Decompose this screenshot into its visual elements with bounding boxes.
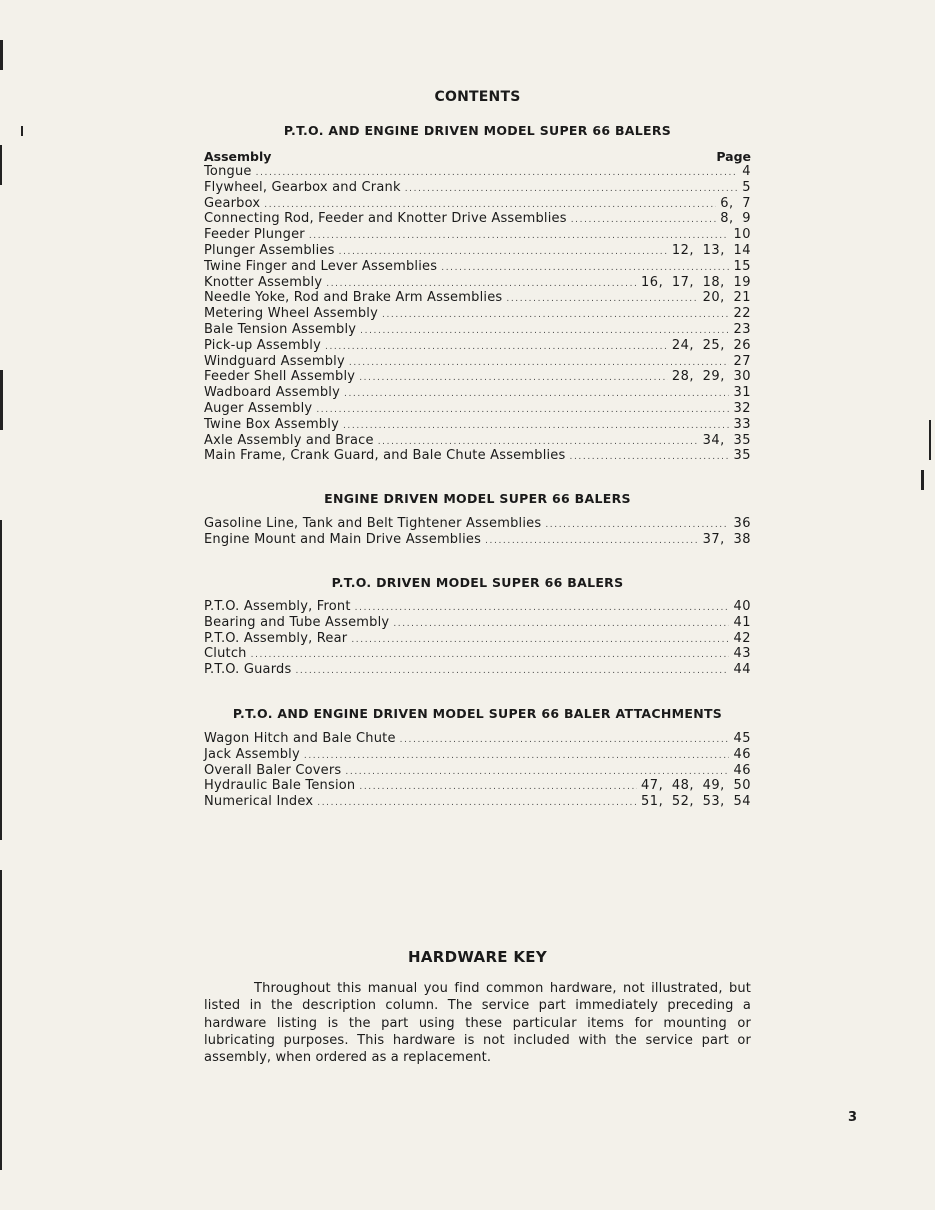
- leader-dots: [304, 747, 730, 763]
- scan-mark: [921, 470, 924, 490]
- scan-mark: [0, 40, 3, 70]
- leader-dots: [309, 227, 730, 243]
- toc-entry-pages: 43: [733, 646, 751, 662]
- toc-entry-pages: 35: [733, 448, 751, 464]
- toc-row: [204, 646, 751, 662]
- toc-entry-pages: 27: [733, 353, 751, 369]
- section-heading: P.T.O. AND ENGINE DRIVEN MODEL SUPER 66 BALER ATTACHMENTS: [232, 706, 723, 721]
- leader-dots: [382, 306, 729, 322]
- toc-row: [204, 433, 751, 449]
- toc-entry-pages: 10: [733, 227, 751, 243]
- leader-dots: [405, 180, 739, 196]
- toc-row: [204, 417, 751, 433]
- toc-entry-label: Bale Tension Assembly: [204, 321, 357, 337]
- toc-entry-label: Wagon Hitch and Bale Chute: [204, 731, 396, 746]
- toc-entry-label: Pick-up Assembly: [204, 337, 322, 353]
- toc-entry-label: Twine Finger and Lever Assemblies: [204, 258, 438, 274]
- scan-mark: [21, 126, 23, 136]
- toc-entry-label: Needle Yoke, Rod and Brake Arm Assemblies: [204, 290, 503, 306]
- toc-entry-pages: 36: [733, 516, 751, 531]
- toc-entry-pages: 46: [733, 746, 751, 762]
- leader-dots: [485, 532, 699, 548]
- toc-row: [204, 385, 751, 401]
- toc-row: [204, 794, 751, 810]
- leader-dots: [264, 196, 716, 212]
- toc-list: [204, 164, 751, 464]
- section-heading: P.T.O. AND ENGINE DRIVEN MODEL SUPER 66 BALERS: [283, 123, 672, 138]
- column-header-assembly: Assembly: [204, 149, 272, 164]
- toc-entry-pages: 32: [733, 400, 751, 416]
- section-heading: P.T.O. DRIVEN MODEL SUPER 66 BALERS: [331, 575, 624, 590]
- leader-dots: [349, 354, 730, 370]
- toc-row: [204, 164, 751, 180]
- toc-row: [204, 599, 751, 615]
- leader-dots: [545, 516, 729, 532]
- toc-entry-label: Jack Assembly: [204, 746, 300, 762]
- toc-entry-label: P.T.O. Assembly, Rear: [204, 630, 348, 646]
- toc-entry-pages: 5: [742, 179, 751, 195]
- leader-dots: [400, 731, 730, 747]
- toc-row: [204, 196, 751, 212]
- toc-entry-label: Gasoline Line, Tank and Belt Tightener Assemblies: [204, 516, 542, 531]
- toc-entry-pages: 31: [733, 385, 751, 401]
- leader-dots: [325, 338, 668, 354]
- leader-dots: [571, 211, 716, 227]
- toc-entry-label: Flywheel, Gearbox and Crank: [204, 179, 401, 195]
- hardware-key-title: HARDWARE KEY: [408, 948, 547, 966]
- toc-row: [204, 322, 751, 338]
- toc-entry-pages: 40: [733, 599, 751, 614]
- toc-entry-label: Wadboard Assembly: [204, 385, 340, 401]
- toc-row: [204, 338, 751, 354]
- toc-row: [204, 763, 751, 779]
- leader-dots: [343, 417, 729, 433]
- toc-entry-pages: 23: [733, 321, 751, 337]
- leader-dots: [359, 778, 637, 794]
- leader-dots: [393, 615, 729, 631]
- leader-dots: [326, 275, 637, 291]
- toc-entry-label: Main Frame, Crank Guard, and Bale Chute Assemblies: [204, 448, 566, 464]
- leader-dots: [344, 385, 729, 401]
- toc-list: [204, 599, 751, 678]
- toc-entry-pages: 33: [733, 416, 751, 432]
- leader-dots: [359, 369, 668, 385]
- page-number: 3: [848, 1110, 858, 1125]
- toc-row: [204, 778, 751, 794]
- toc-row: [204, 631, 751, 647]
- leader-dots: [378, 433, 699, 449]
- section-heading: ENGINE DRIVEN MODEL SUPER 66 BALERS: [324, 491, 631, 506]
- toc-entry-pages: 8, 9: [720, 211, 751, 227]
- toc-entry-pages: 46: [733, 762, 751, 778]
- toc-entry-pages: 15: [733, 258, 751, 274]
- toc-entry-label: Plunger Assemblies: [204, 242, 335, 258]
- toc-row: [204, 243, 751, 259]
- leader-dots: [360, 322, 729, 338]
- toc-entry-pages: 41: [733, 614, 751, 630]
- toc-row: [204, 275, 751, 291]
- toc-entry-label: P.T.O. Guards: [204, 662, 292, 678]
- toc-row: [204, 615, 751, 631]
- toc-entry-pages: 47, 48, 49, 50: [641, 778, 751, 794]
- toc-entry-label: Engine Mount and Main Drive Assemblies: [204, 531, 482, 547]
- toc-list: [204, 516, 751, 548]
- leader-dots: [345, 763, 729, 779]
- leader-dots: [339, 243, 668, 259]
- leader-dots: [355, 599, 730, 615]
- leader-dots: [441, 259, 729, 275]
- toc-entry-pages: 45: [733, 731, 751, 746]
- toc-entry-pages: 12, 13, 14: [671, 242, 751, 258]
- leader-dots: [316, 401, 729, 417]
- toc-entry-label: Twine Box Assembly: [204, 416, 339, 432]
- toc-entry-label: Windguard Assembly: [204, 353, 345, 369]
- toc-entry-pages: 22: [733, 306, 751, 322]
- toc-row: [204, 747, 751, 763]
- toc-row: [204, 516, 751, 532]
- leader-dots: [295, 662, 729, 678]
- toc-entry-pages: 20, 21: [702, 290, 751, 306]
- toc-entry-label: Auger Assembly: [204, 400, 313, 416]
- toc-entry-label: Gearbox: [204, 195, 261, 211]
- leader-dots: [351, 631, 729, 647]
- leader-dots: [317, 794, 637, 810]
- toc-entry-pages: 51, 52, 53, 54: [641, 794, 751, 810]
- toc-entry-pages: 24, 25, 26: [671, 337, 751, 353]
- toc-entry-label: Numerical Index: [204, 794, 314, 810]
- toc-entry-label: Metering Wheel Assembly: [204, 306, 378, 322]
- leader-dots: [251, 646, 730, 662]
- toc-row: [204, 369, 751, 385]
- column-header: [204, 149, 751, 165]
- toc-entry-pages: 6, 7: [720, 195, 751, 211]
- toc-entry-label: Clutch: [204, 646, 247, 662]
- scan-mark: [0, 520, 2, 840]
- contents-title: CONTENTS: [434, 89, 521, 105]
- toc-entry-pages: 16, 17, 18, 19: [641, 274, 751, 290]
- scan-mark: [929, 420, 931, 460]
- toc-entry-label: Knotter Assembly: [204, 274, 323, 290]
- toc-row: [204, 354, 751, 370]
- toc-entry-pages: 4: [742, 164, 751, 179]
- column-header-page: Page: [716, 149, 751, 164]
- leader-dots: [256, 164, 739, 180]
- toc-row: [204, 448, 751, 464]
- scan-mark: [0, 370, 3, 430]
- toc-row: [204, 532, 751, 548]
- toc-entry-pages: 28, 29, 30: [671, 369, 751, 385]
- leader-dots: [506, 290, 698, 306]
- toc-entry-label: Bearing and Tube Assembly: [204, 614, 390, 630]
- toc-entry-label: Tongue: [204, 164, 252, 179]
- toc-row: [204, 211, 751, 227]
- toc-row: [204, 290, 751, 306]
- toc-list: [204, 731, 751, 810]
- toc-entry-label: Feeder Plunger: [204, 227, 305, 243]
- scan-mark: [0, 870, 2, 1170]
- hardware-key-body: Throughout this manual you find common hardware, not illustrated, but listed in the description column. The service part immediately preceding a hardware listing is the part using these particular items for mounting or lubricating purposes. This hardware is not included with the service part or assembly, when ordered as a replacement.: [204, 981, 751, 1066]
- toc-entry-pages: 37, 38: [702, 531, 751, 547]
- toc-entry-label: P.T.O. Assembly, Front: [204, 599, 351, 614]
- toc-entry-pages: 44: [733, 662, 751, 678]
- scan-mark: [0, 145, 2, 185]
- toc-row: [204, 259, 751, 275]
- leader-dots: [569, 448, 729, 464]
- toc-row: [204, 180, 751, 196]
- toc-row: [204, 662, 751, 678]
- toc-entry-label: Feeder Shell Assembly: [204, 369, 356, 385]
- toc-row: [204, 401, 751, 417]
- toc-entry-label: Connecting Rod, Feeder and Knotter Drive Assemblies: [204, 211, 567, 227]
- toc-entry-label: Hydraulic Bale Tension: [204, 778, 356, 794]
- toc-entry-pages: 34, 35: [702, 432, 751, 448]
- toc-row: [204, 731, 751, 747]
- toc-entry-pages: 42: [733, 630, 751, 646]
- toc-entry-label: Axle Assembly and Brace: [204, 432, 374, 448]
- toc-entry-label: Overall Baler Covers: [204, 762, 342, 778]
- toc-row: [204, 227, 751, 243]
- toc-row: [204, 306, 751, 322]
